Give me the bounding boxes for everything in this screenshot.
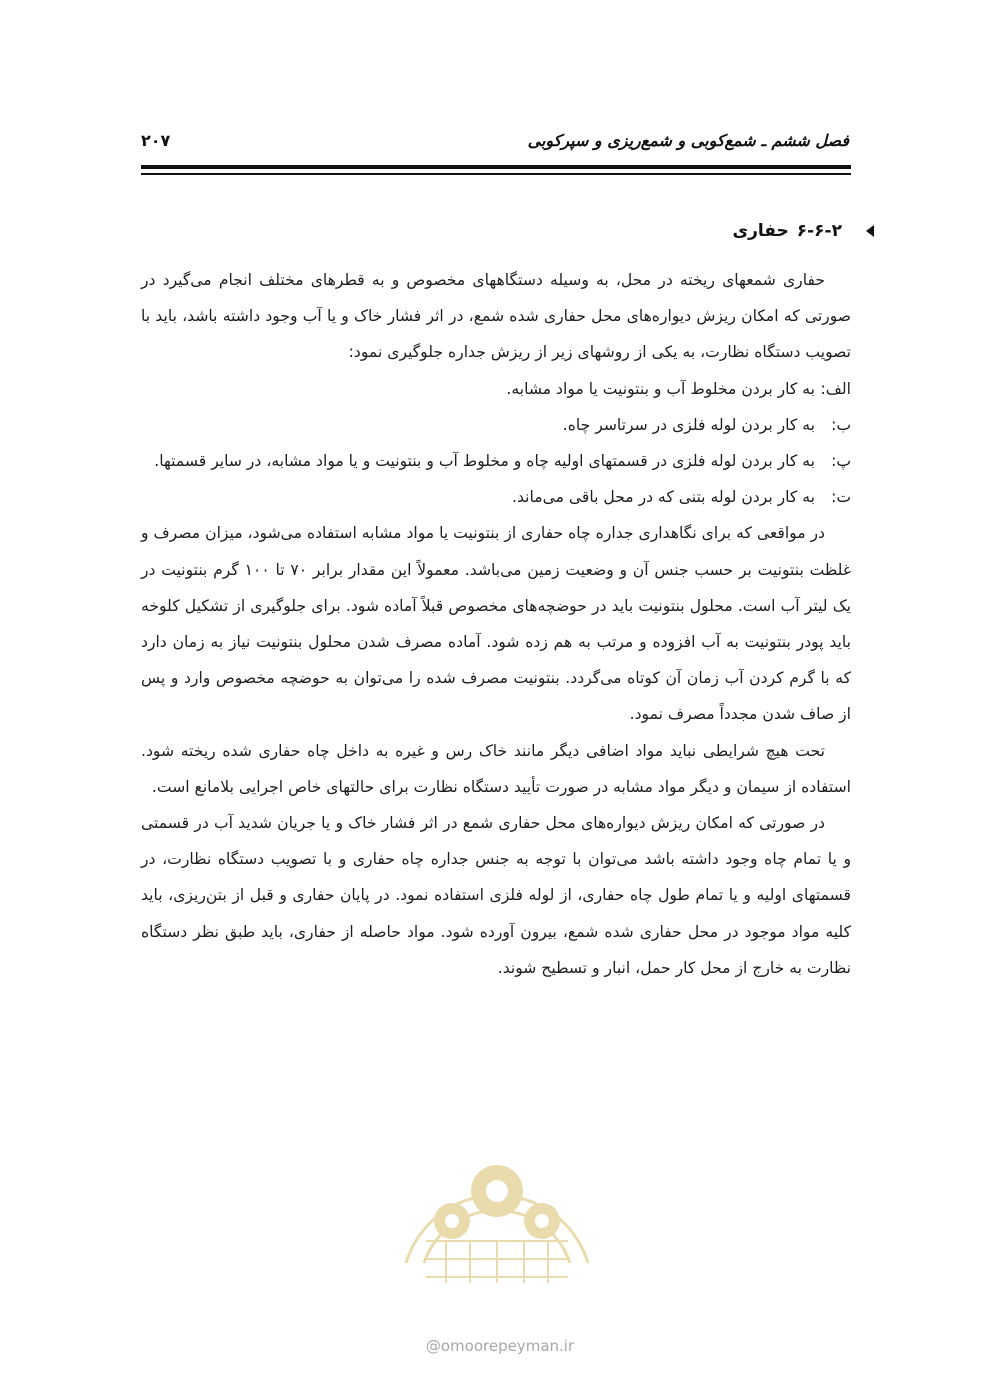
paragraph: تحت هیچ شرایطی نباید مواد اضافی دیگر مانند خاک رس و غیره به داخل چاه حفاری شده ریخته شود. استفاده از سیمان و دیگر مواد مشابه در صورت تأیید دستگاه نظارت برای حالتهای خاص اجرایی بلامانع است. [141, 741, 851, 796]
watermark-logo-icon [366, 1113, 628, 1293]
list-item [141, 443, 851, 479]
header-rule-thin [141, 173, 851, 175]
triangle-bullet-icon [866, 225, 874, 237]
list-item-text: به کار بردن مخلوط آب و بنتونیت یا مواد مشابه. [506, 379, 815, 398]
body-text [141, 262, 851, 986]
list-item [141, 371, 851, 407]
list-item [141, 407, 851, 443]
header-rule-thick [141, 165, 851, 169]
list-item-label: ت: [831, 488, 851, 507]
list-item-text: به کار بردن لوله فلزی در سرتاسر چاه. [562, 415, 815, 434]
list-item-label: پ: [831, 452, 851, 471]
list-item-label: الف: [820, 379, 851, 398]
section-title: حفاری [732, 221, 789, 241]
section-number: ۶-۶-۲ [796, 221, 842, 241]
chapter-header-title: فصل ششم ـ شمع‌کوبی و شمع‌ریزی و سپرکوبی [527, 131, 849, 150]
list-item-text: به کار بردن لوله بتنی که در محل باقی می‌ماند. [512, 488, 815, 507]
list-item-text: به کار بردن لوله فلزی در قسمتهای اولیه چاه و مخلوط آب و بنتونیت و یا مواد مشابه، در سایر قسمتها. [154, 452, 815, 471]
paragraph: در صورتی که امکان ریزش دیواره‌های محل حفاری شمع در اثر فشار خاک و یا جریان شدید آب در قسمتی و یا تمام چاه وجود داشته باشد می‌توان با توجه به جنس جداره چاه حفاری و با تصویب دستگاه نظارت، در قسمتهای اولیه و یا تمام طول چاه حفاری، از لوله فلزی استفاده نمود. در پایان حفاری و قبل از بتن‌ریزی، باید کلیه مواد موجود در محل حفاری شده شمع، بیرون آورده شود. مواد حاصله از حفاری، باید طبق نظر دستگاه نظارت به خارج از محل کار حمل، انبار و تسطیح شوند. [141, 814, 851, 977]
watermark-text: @omoorepeyman.ir [425, 1337, 575, 1355]
section-heading [733, 221, 875, 241]
paragraph: حفاری شمعهای ریخته در محل، به وسیله دستگاههای مخصوص و به قطرهای مختلف انجام می‌گیرد در صورتی که امکان ریزش دیواره‌های محل حفاری شده شمع، در اثر فشار خاک و یا آب وجود داشته باشد، باید با تصویب دستگاه نظارت، به یکی از روشهای زیر از ریزش جداره جلوگیری نمود: [141, 271, 851, 362]
list-item-label: ب: [831, 415, 851, 434]
list-item [141, 479, 851, 515]
page-number: ۲۰۷ [141, 131, 171, 150]
paragraph: در مواقعی که برای نگاهداری جداره چاه حفاری از بنتونیت یا مواد مشابه استفاده می‌شود، میزان مصرف و غلظت بنتونیت بر حسب جنس آن و وضعیت زمین می‌باشد. معمولاً این مقدار برابر ۷۰ تا ۱۰۰ گرم بنتونیت در یک لیتر آب است. محلول بنتونیت باید در حوضچه‌های مخصوص قبلاً آماده شود. برای جلوگیری از تشکیل کلوخه باید پودر بنتونیت به آب افزوده و مرتب به هم زده شود. آماده مصرف شدن محلول بنتونیت نیاز به زمان دارد که با گرم کردن آب زمان آن کوتاه می‌گردد. بنتونیت مصرف شده را می‌توان به حوضچه مخصوص وارد و پس از صاف شدن مجدداً مصرف نمود. [141, 524, 851, 724]
